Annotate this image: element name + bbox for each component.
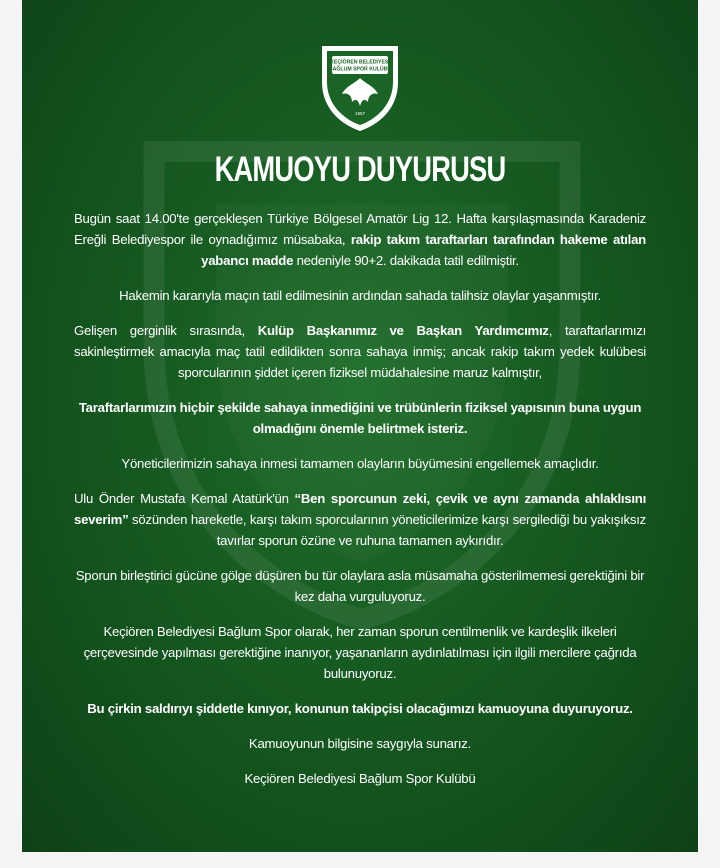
signature: Keçiören Belediyesi Bağlum Spor Kulübü xyxy=(244,771,476,786)
paragraph-condemnation: Bu çirkin saldırıyı şiddetle kınıyor, konunun takipçisi olacağımızı kamuoyuna duyuruyoruz. xyxy=(87,701,633,716)
paragraph-closing: Kamuoyunun bilgisine saygıyla sunarız. xyxy=(248,736,472,751)
announcement-poster xyxy=(22,0,698,852)
paragraph-no-tolerance: Sporun birleştirici gücüne gölge düşüren bu tür olaylara asla müsamaha gösterilmemesi gerektiğini bir kez daha vurguluyoruz. xyxy=(75,568,645,604)
paragraph-club-values: Keçiören Belediyesi Bağlum Spor olarak, her zaman sporun centilmenlik ve kardeşlik ilkeleri çerçevesinde yapılması gerektiğine inanıyor, yaşananların aydınlatılması için ilgili mercilere çağrıda bulunuyoruz. xyxy=(83,624,637,681)
crest-year: 1957 xyxy=(354,111,366,116)
crest-text-line2: BAĞLUM SPOR KULÜBÜ xyxy=(328,66,392,73)
club-crest-logo xyxy=(318,42,402,134)
paragraph-directors-purpose: Yöneticilerimizin sahaya inmesi tamamen olayların büyümesini engellemek amaçlıdır. xyxy=(121,456,599,471)
announcement-body xyxy=(74,208,646,803)
crest-text-line1: KEÇİÖREN BELEDİYESİ xyxy=(330,59,390,66)
paragraph-fans-statement: Taraftarlarımızın hiçbir şekilde sahaya inmediğini ve trübünlerin fiziksel yapısının buna uygun olmadığını önemle belirtmek isteriz. xyxy=(78,400,642,436)
announcement-title: KAMUOYU DUYURUSU xyxy=(214,150,506,189)
paragraph-president-intervention: Gelişen gerginlik sırasında, Kulüp Başkanımız ve Başkan Yardımcımız, taraftarlarımızı sakinleştirmek amacıyla maç tatil edildikten sonra sahaya inmiş; ancak rakip takım yedek kulübesi sporcularının şiddet içeren fiziksel müdahalesine maruz kalmıştır, xyxy=(74,323,646,380)
paragraph-incidents: Hakemin kararıyla maçın tatil edilmesinin ardından sahada talihsiz olaylar yaşanmıştır. xyxy=(119,288,601,303)
paragraph-match-abandoned: Bugün saat 14.00'te gerçekleşen Türkiye Bölgesel Amatör Lig 12. Hafta karşılaşmasında Karadeniz Ereğli Belediyespor ile oynadığımız müsabaka, rakip takım taraftarları tarafından hakeme atılan yabancı madde nedeniyle 90+2. dakikada tatil edilmiştir. xyxy=(74,211,646,268)
paragraph-ataturk-quote: Ulu Önder Mustafa Kemal Atatürk'ün “Ben sporcunun zeki, çevik ve aynı zamanda ahlaklısını severim” sözünden hareketle, karşı takım sporcularının yöneticilerimize karşı sergilediği bu yakışıksız tavırlar sporun özüne ve ruhuna tamamen aykırıdır. xyxy=(74,491,646,548)
